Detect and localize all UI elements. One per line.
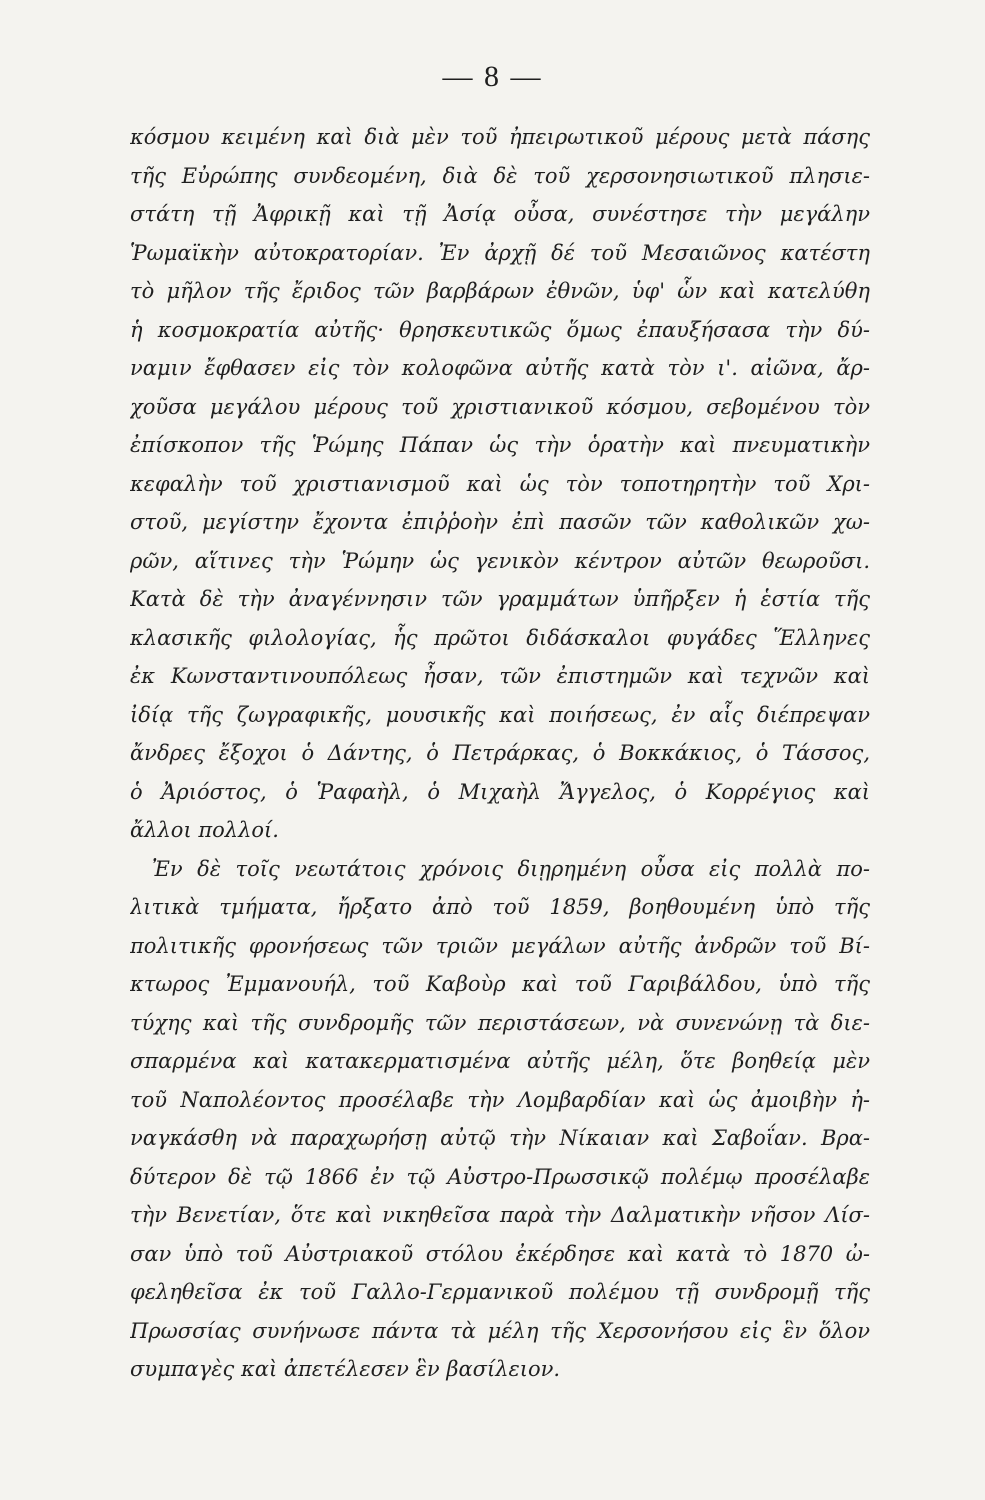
text-line: συμπαγὲς καὶ ἀπετέλεσεν ἓν βασίλειον.	[130, 1357, 561, 1381]
text-line: τῆς Εὐρώπης συνδεομένη, διὰ δὲ τοῦ χερσονησιωτικοῦ πλησιε-	[130, 163, 870, 188]
text-line: φεληθεῖσα ἐκ τοῦ Γαλλο-Γερμανικοῦ πολέμου τῇ συνδρομῇ τῆς	[130, 1280, 870, 1304]
body-text	[130, 118, 870, 1389]
text-line: ρῶν, αἵτινες τὴν Ῥώμην ὡς γενικὸν κέντρον αὐτῶν θεωροῦσι.	[130, 548, 870, 573]
text-line: ἡ κοσμοκρατία αὐτῆς· θρησκευτικῶς ὅμως ἐπαυξήσασα τὴν δύ-	[130, 317, 870, 342]
text-line: ἰδίᾳ τῆς ζωγραφικῆς, μουσικῆς καὶ ποιήσεως, ἐν αἷς διέπρεψαν	[130, 702, 870, 727]
text-line: κόσμου κειμένη καὶ διὰ μὲν τοῦ ἠπειρωτικοῦ μέρους μετὰ πάσης	[130, 125, 870, 149]
text-line: τοῦ Ναπολέοντος προσέλαβε τὴν Λομβαρδίαν καὶ ὡς ἀμοιβὴν ἠ-	[130, 1087, 870, 1112]
page-number: — 8 —	[442, 60, 543, 93]
text-line: δύτερον δὲ τῷ 1866 ἐν τῷ Αὐστρο-Πρωσσικῷ πολέμῳ προσέλαβε	[130, 1164, 870, 1189]
text-line: ὁ Ἀριόστος, ὁ Ῥαφαὴλ, ὁ Μιχαὴλ Ἄγγελος, ὁ Κορρέγιος καὶ	[130, 779, 870, 804]
text-line: Πρωσσίας συνήνωσε πάντα τὰ μέλη τῆς Χερσονήσου εἰς ἓν ὅλον	[130, 1318, 870, 1343]
text-line: ἄνδρες ἔξοχοι ὁ Δάντης, ὁ Πετράρκας, ὁ Βοκκάκιος, ὁ Τάσσος,	[130, 741, 870, 765]
text-line: τύχης καὶ τῆς συνδρομῆς τῶν περιστάσεων, νὰ συνενώνῃ τὰ διε-	[130, 1010, 870, 1035]
text-line: ναμιν ἔφθασεν εἰς τὸν κολοφῶνα αὐτῆς κατὰ τὸν ι'. αἰῶνα, ἄρ-	[130, 356, 870, 380]
text-line: σπαρμένα καὶ κατακερματισμένα αὐτῆς μέλη, ὅτε βοηθείᾳ μὲν	[130, 1049, 870, 1073]
text-line: στοῦ, μεγίστην ἔχοντα ἐπιῤῥοὴν ἐπὶ πασῶν τῶν καθολικῶν χω-	[130, 510, 870, 534]
text-line: ἐκ Κωνσταντινουπόλεως ἦσαν, τῶν ἐπιστημῶν καὶ τεχνῶν καὶ	[130, 664, 870, 688]
text-line: τὸ μῆλον τῆς ἔριδος τῶν βαρβάρων ἐθνῶν, ὑφ' ὧν καὶ κατελύθη	[130, 279, 870, 303]
text-line: τὴν Βενετίαν, ὅτε καὶ νικηθεῖσα παρὰ τὴν Δαλματικὴν νῆσον Λίσ-	[130, 1203, 870, 1227]
text-line: κλασικῆς φιλολογίας, ἧς πρῶτοι διδάσκαλοι φυγάδες Ἕλληνες	[130, 625, 870, 650]
text-line: ἄλλοι πολλοί.	[130, 818, 279, 842]
text-line: λιτικὰ τμήματα, ἤρξατο ἀπὸ τοῦ 1859, βοηθουμένη ὑπὸ τῆς	[130, 895, 870, 919]
text-line: Ῥωμαϊκὴν αὐτοκρατορίαν. Ἐν ἀρχῇ δέ τοῦ Μεσαιῶνος κατέστη	[130, 240, 870, 265]
text-line: στάτη τῇ Ἀφρικῇ καὶ τῇ Ἀσίᾳ οὖσα, συνέστησε τὴν μεγάλην	[130, 202, 870, 226]
text-line: σαν ὑπὸ τοῦ Αὐστριακοῦ στόλου ἐκέρδησε καὶ κατὰ τὸ 1870 ὠ-	[130, 1241, 870, 1266]
text-line: κτωρος Ἐμμανουήλ, τοῦ Καβοὺρ καὶ τοῦ Γαριβάλδου, ὑπὸ τῆς	[130, 972, 870, 996]
text-line: χοῦσα μεγάλου μέρους τοῦ χριστιανικοῦ κόσμου, σεβομένου τὸν	[130, 394, 870, 419]
text-line: πολιτικῆς φρονήσεως τῶν τριῶν μεγάλων αὐτῆς ἀνδρῶν τοῦ Βί-	[130, 933, 870, 958]
text-line: κεφαλὴν τοῦ χριστιανισμοῦ καὶ ὡς τὸν τοποτηρητὴν τοῦ Χρι-	[130, 471, 870, 496]
text-line: Ἐν δὲ τοῖς νεωτάτοις χρόνοις διῃρημένη οὖσα εἰς πολλὰ πο-	[152, 856, 870, 881]
text-line: Κατὰ δὲ τὴν ἀναγέννησιν τῶν γραμμάτων ὑπῆρξεν ἡ ἑστία τῆς	[130, 587, 870, 611]
text-line: ναγκάσθη νὰ παραχωρήσῃ αὐτῷ τὴν Νίκαιαν καὶ Σαβοΐαν. Βρα-	[130, 1126, 870, 1150]
text-line: ἐπίσκοπον τῆς Ῥώμης Πάπαν ὡς τὴν ὁρατὴν καὶ πνευματικὴν	[130, 433, 870, 457]
